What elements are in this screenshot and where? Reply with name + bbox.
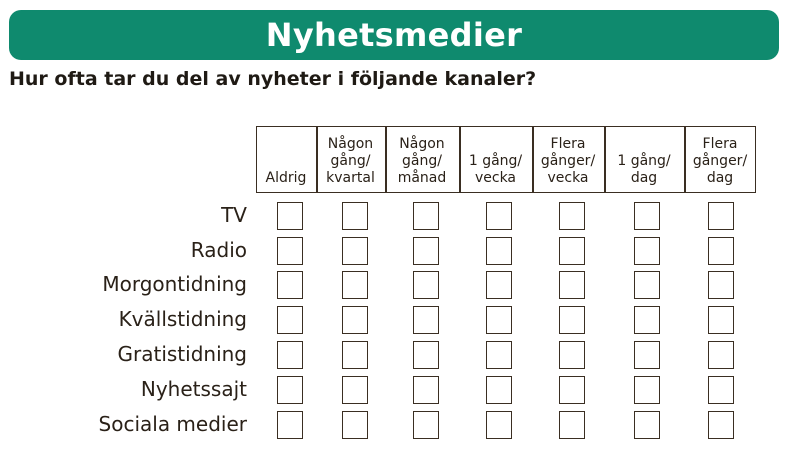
checkbox[interactable] xyxy=(342,341,368,369)
row-label: TV xyxy=(221,203,247,227)
column-header-7 xyxy=(684,126,756,193)
checkbox[interactable] xyxy=(486,341,512,369)
checkbox[interactable] xyxy=(559,202,585,230)
checkbox[interactable] xyxy=(486,306,512,334)
checkbox[interactable] xyxy=(413,306,439,334)
column-header-label: 1 gång/ vecka xyxy=(468,153,523,186)
checkbox[interactable] xyxy=(413,411,439,439)
column-header-5 xyxy=(532,126,604,193)
column-header-label: Flera gånger/ vecka xyxy=(540,136,596,186)
column-header-label: Aldrig xyxy=(265,170,307,186)
checkbox[interactable] xyxy=(413,237,439,265)
checkbox[interactable] xyxy=(634,341,660,369)
column-header-label: 1 gång/ dag xyxy=(617,153,671,186)
checkbox[interactable] xyxy=(277,237,303,265)
column-divider xyxy=(385,126,387,193)
column-divider xyxy=(604,126,606,193)
checkbox[interactable] xyxy=(342,411,368,439)
checkbox[interactable] xyxy=(277,202,303,230)
row-label: Gratistidning xyxy=(117,342,247,366)
row-label: Nyhetssajt xyxy=(140,377,247,401)
checkbox[interactable] xyxy=(634,202,660,230)
checkbox[interactable] xyxy=(559,271,585,299)
checkbox[interactable] xyxy=(559,341,585,369)
row-label: Kvällstidning xyxy=(118,307,247,331)
checkbox[interactable] xyxy=(559,306,585,334)
checkbox[interactable] xyxy=(634,237,660,265)
checkbox[interactable] xyxy=(708,376,734,404)
checkbox[interactable] xyxy=(277,411,303,439)
checkbox[interactable] xyxy=(634,411,660,439)
checkbox[interactable] xyxy=(342,237,368,265)
row-label: Sociala medier xyxy=(98,412,247,436)
checkbox[interactable] xyxy=(413,271,439,299)
column-divider xyxy=(532,126,534,193)
column-header-4 xyxy=(459,126,532,193)
checkbox[interactable] xyxy=(634,376,660,404)
column-header-1 xyxy=(256,126,316,193)
column-header-label: Någon gång/ månad xyxy=(397,136,447,186)
column-divider xyxy=(316,126,318,193)
column-header-6 xyxy=(604,126,684,193)
survey-question: Hur ofta tar du del av nyheter i följande kanaler? xyxy=(9,68,537,90)
checkbox[interactable] xyxy=(277,306,303,334)
checkbox[interactable] xyxy=(486,271,512,299)
checkbox[interactable] xyxy=(708,306,734,334)
checkbox[interactable] xyxy=(342,202,368,230)
checkbox[interactable] xyxy=(708,411,734,439)
checkbox[interactable] xyxy=(486,376,512,404)
checkbox[interactable] xyxy=(277,271,303,299)
page-title: Nyhetsmedier xyxy=(265,16,523,54)
column-header-2 xyxy=(316,126,385,193)
checkbox[interactable] xyxy=(342,271,368,299)
checkbox[interactable] xyxy=(486,202,512,230)
row-label: Morgontidning xyxy=(102,272,247,296)
row-label: Radio xyxy=(190,238,247,262)
checkbox[interactable] xyxy=(277,341,303,369)
checkbox[interactable] xyxy=(413,341,439,369)
title-banner xyxy=(9,10,779,60)
checkbox[interactable] xyxy=(708,202,734,230)
column-divider xyxy=(459,126,461,193)
checkbox[interactable] xyxy=(708,237,734,265)
checkbox[interactable] xyxy=(559,237,585,265)
checkbox[interactable] xyxy=(342,306,368,334)
column-header-3 xyxy=(385,126,459,193)
checkbox[interactable] xyxy=(634,306,660,334)
checkbox[interactable] xyxy=(342,376,368,404)
column-header-label: Någon gång/ kvartal xyxy=(326,136,375,186)
checkbox[interactable] xyxy=(559,376,585,404)
checkbox[interactable] xyxy=(277,376,303,404)
checkbox[interactable] xyxy=(559,411,585,439)
checkbox[interactable] xyxy=(708,271,734,299)
checkbox[interactable] xyxy=(634,271,660,299)
checkbox[interactable] xyxy=(413,202,439,230)
checkbox[interactable] xyxy=(708,341,734,369)
column-divider xyxy=(684,126,686,193)
checkbox[interactable] xyxy=(413,376,439,404)
checkbox[interactable] xyxy=(486,411,512,439)
column-header-label: Flera gånger/ dag xyxy=(692,136,748,186)
checkbox[interactable] xyxy=(486,237,512,265)
